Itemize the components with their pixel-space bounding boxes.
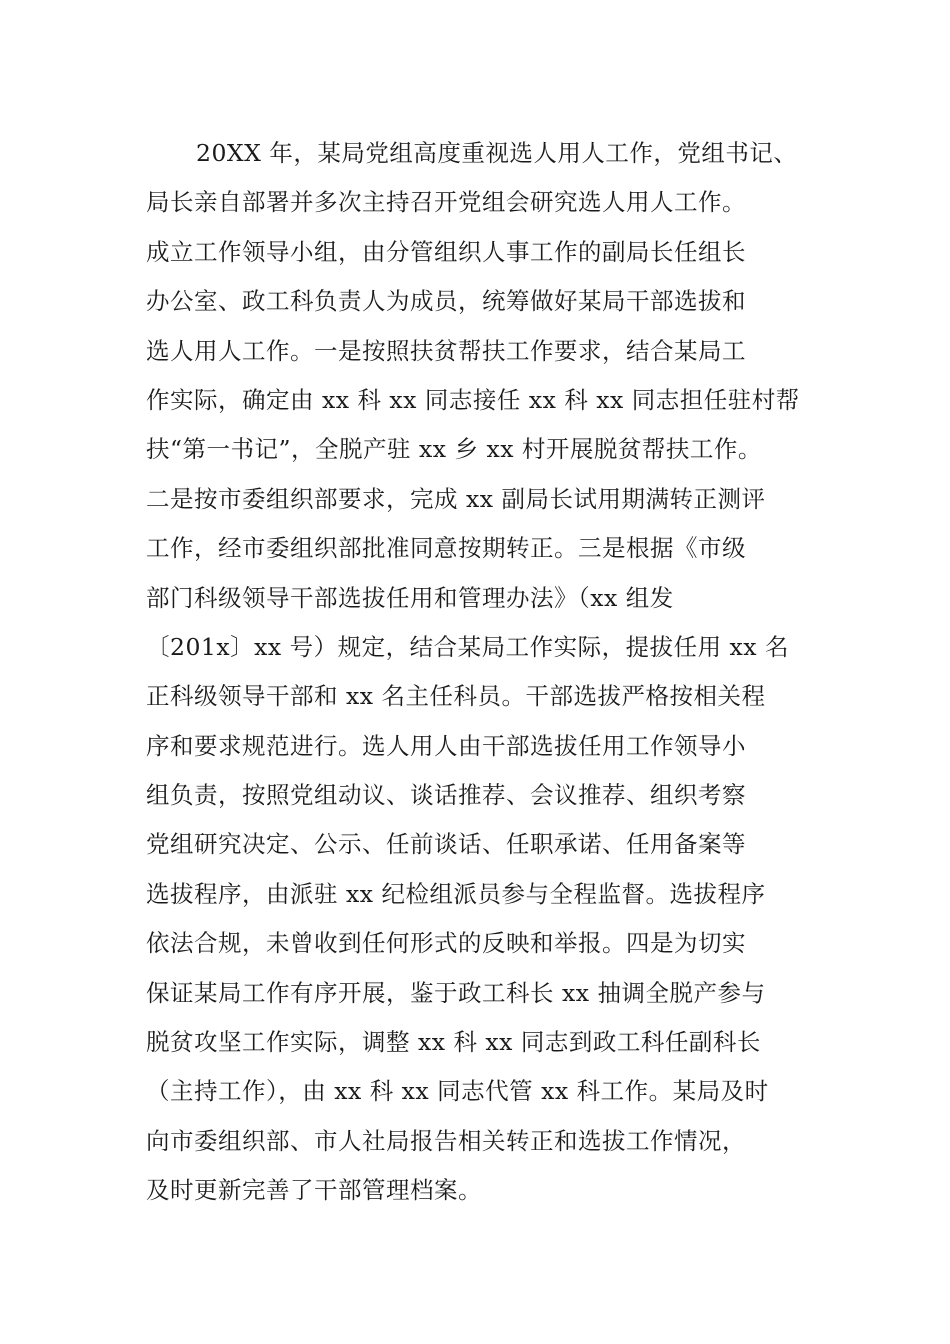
paragraph-line: 脱贫攻坚工作实际，调整 xx 科 xx 同志到政工科任副科长 xyxy=(146,1028,761,1057)
paragraph-line: 作实际，确定由 xx 科 xx 同志接任 xx 科 xx 同志担任驻村帮 xyxy=(146,385,800,414)
paragraph-line: 保证某局工作有序开展，鉴于政工科长 xx 抽调全脱产参与 xyxy=(146,978,766,1007)
body-paragraph xyxy=(146,133,816,1220)
paragraph-line: 20XX 年，某局党组高度重视选人用人工作，党组书记、 xyxy=(196,139,798,167)
paragraph-line: 二是按市委组织部要求，完成 xx 副局长试用期满转正测评 xyxy=(146,484,766,513)
paragraph-line: 〔201x〕xx 号）规定，结合某局工作实际，提拔任用 xx 名 xyxy=(146,632,790,661)
paragraph-line: 序和要求规范进行。选人用人由干部选拔任用工作领导小 xyxy=(146,731,746,760)
paragraph-line: 党组研究决定、公示、任前谈话、任职承诺、任用备案等 xyxy=(146,830,746,859)
paragraph-line: 依法合规，未曾收到任何形式的反映和举报。四是为切实 xyxy=(146,929,746,958)
paragraph-line: 选拔程序，由派驻 xx 纪检组派员参与全程监督。选拔程序 xyxy=(146,879,766,908)
paragraph-line: 部门科级领导干部选拔任用和管理办法》（xx 组发 xyxy=(146,583,674,612)
paragraph-line: 局长亲自部署并多次主持召开党组会研究选人用人工作。 xyxy=(146,188,746,217)
paragraph-line: 成立工作领导小组，由分管组织人事工作的副局长任组长 xyxy=(146,237,746,266)
paragraph-line: 办公室、政工科负责人为成员，统筹做好某局干部选拔和 xyxy=(146,287,746,316)
paragraph-line: 向市委组织部、市人社局报告相关转正和选拔工作情况， xyxy=(146,1126,746,1155)
paragraph-line: （主持工作），由 xx 科 xx 同志代管 xx 科工作。某局及时 xyxy=(146,1077,769,1106)
paragraph-line: 及时更新完善了干部管理档案。 xyxy=(146,1176,482,1205)
paragraph-line: 正科级领导干部和 xx 名主任科员。干部选拔严格按相关程 xyxy=(146,682,766,711)
paragraph-line: 工作，经市委组织部批准同意按期转正。三是根据《市级 xyxy=(146,534,746,563)
paragraph-line: 组负责，按照党组动议、谈话推荐、会议推荐、组织考察 xyxy=(146,781,746,810)
paragraph-line: 选人用人工作。一是按照扶贫帮扶工作要求，结合某局工 xyxy=(146,336,746,365)
paragraph-line: 扶“第一书记”，全脱产驻 xx 乡 xx 村开展脱贫帮扶工作。 xyxy=(146,435,762,464)
